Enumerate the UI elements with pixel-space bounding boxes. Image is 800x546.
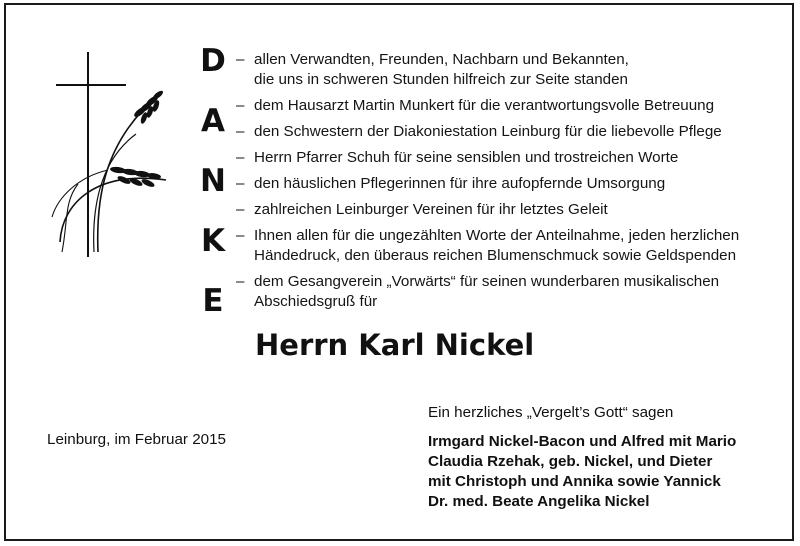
thanks-dash: –	[236, 201, 245, 218]
sign-intro: Ein herzliches „Vergelt’s Gott“ sagen	[428, 404, 674, 421]
thanks-text: den Schwestern der Diakoniestation Leinburg für die liebevolle Pflege	[254, 123, 722, 140]
thanks-text: dem Hausarzt Martin Munkert für die verantwortungsvolle Betreuung	[254, 97, 715, 114]
thanks-text: Herrn Pfarrer Schuh für seine sensiblen und trostreichen Worte	[254, 149, 679, 166]
thanks-text: Händedruck, den überaus reichen Blumenschmuck sowie Geldspenden	[254, 247, 737, 264]
danke-letter-a: A	[201, 103, 225, 139]
signer-line: mit Christoph und Annika sowie Yannick	[428, 473, 721, 490]
thanks-dash: –	[236, 175, 245, 192]
thanks-dash: –	[236, 227, 245, 244]
thanks-text: die uns in schweren Stunden hilfreich zur Seite standen	[254, 71, 629, 88]
thanks-text: Ihnen allen für die ungezählten Worte der Anteilnahme, jeden herzlichen	[254, 227, 740, 244]
cross-wheat-icon	[38, 52, 168, 257]
thanks-text: allen Verwandten, Freunden, Nachbarn und Bekannten,	[254, 51, 629, 68]
deceased-name: Herrn Karl Nickel	[255, 328, 535, 362]
place-date: Leinburg, im Februar 2015	[47, 431, 226, 448]
thanks-text: zahlreichen Leinburger Vereinen für ihr letztes Geleit	[254, 201, 608, 218]
thanks-dash: –	[236, 273, 245, 290]
thanks-text: dem Gesangverein „Vorwärts“ für seinen wunderbaren musikalischen	[254, 273, 720, 290]
thanks-dash: –	[236, 97, 245, 114]
danke-letter-k: K	[200, 223, 226, 259]
thanks-text: den häuslichen Pflegerinnen für ihre aufopfernde Umsorgung	[254, 175, 666, 192]
danke-letter-e: E	[202, 283, 224, 319]
thanks-dash: –	[236, 123, 245, 140]
thanks-dash: –	[236, 51, 245, 68]
signer-line: Dr. med. Beate Angelika Nickel	[428, 493, 650, 510]
signer-line: Claudia Rzehak, geb. Nickel, und Dieter	[428, 453, 713, 470]
thanks-dash: –	[236, 149, 245, 166]
thanks-text: Abschiedsgruß für	[254, 293, 378, 310]
danke-letter-d: D	[200, 43, 226, 79]
danke-letter-n: N	[200, 163, 226, 199]
signer-line: Irmgard Nickel-Bacon und Alfred mit Mario	[428, 433, 737, 450]
